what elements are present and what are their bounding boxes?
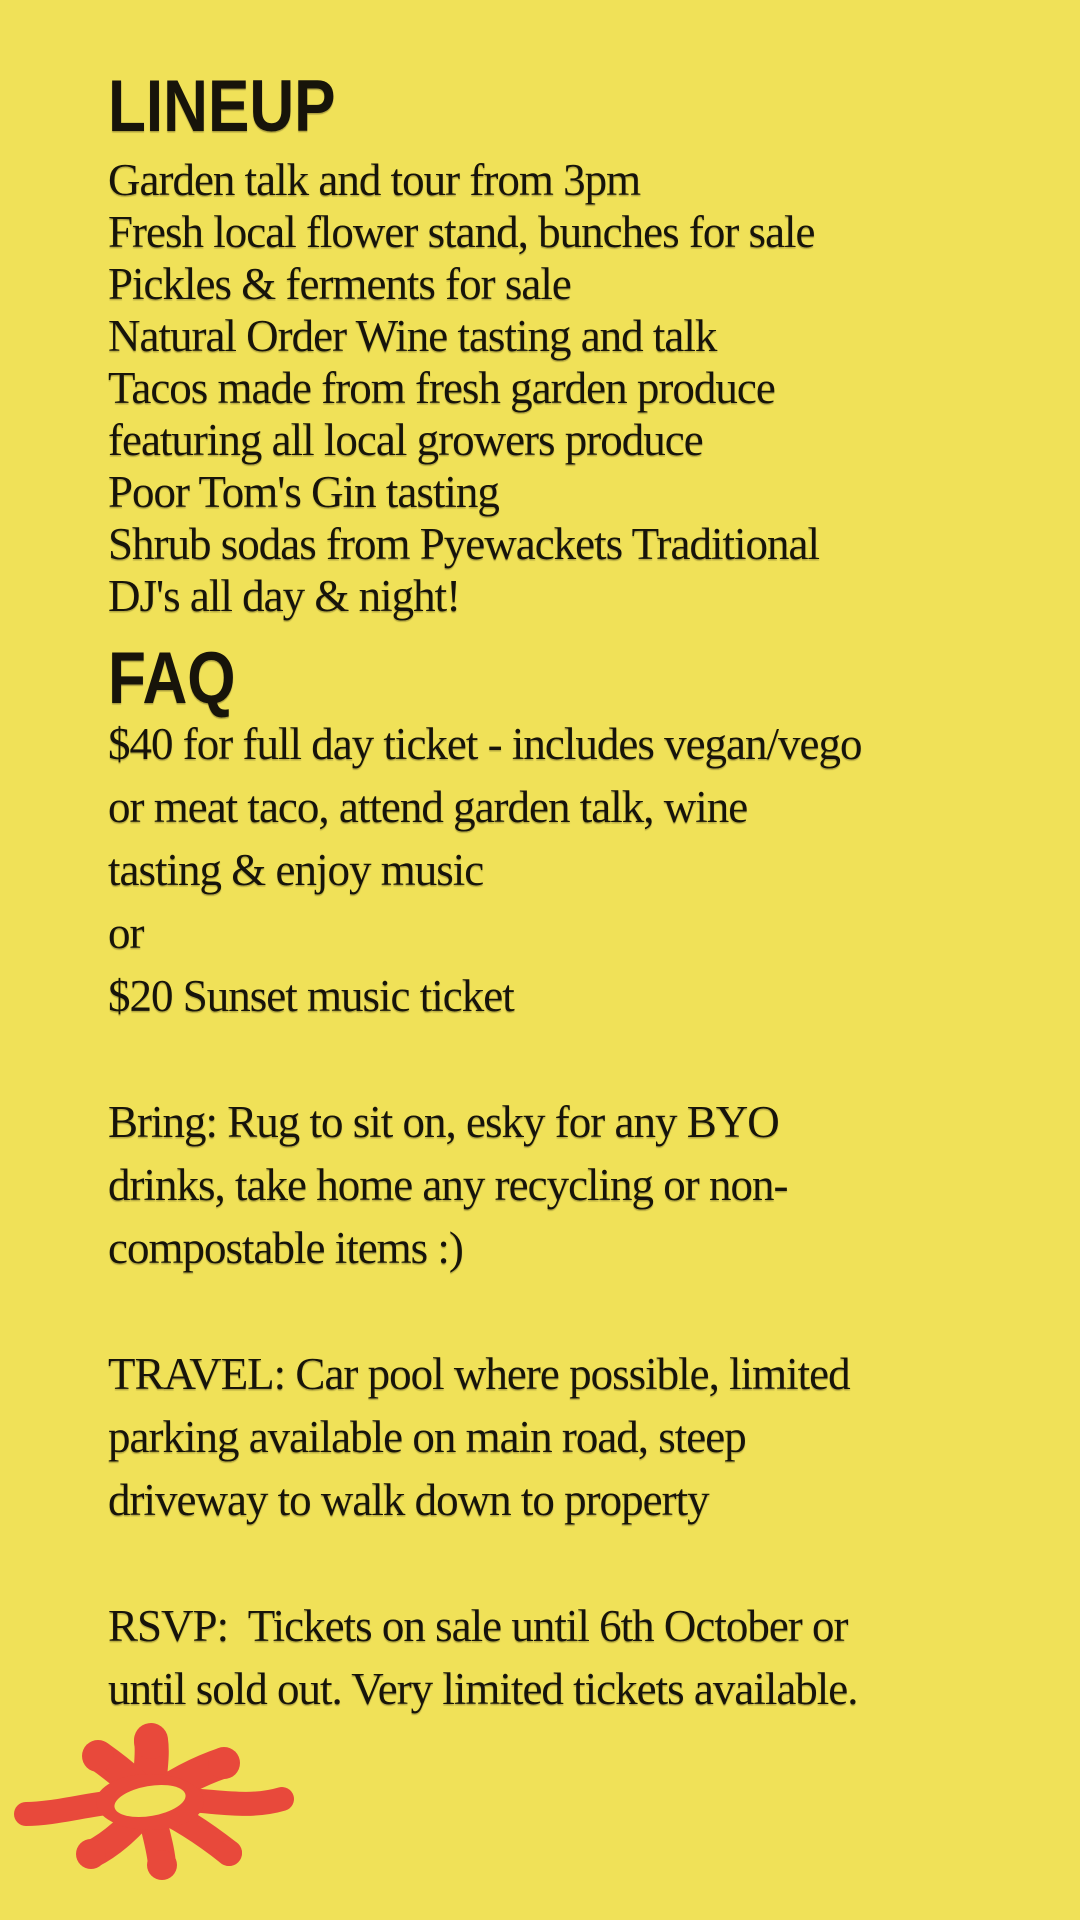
- lineup-list: [108, 154, 1080, 622]
- faq-line: drinks, take home any recycling or non-: [108, 1160, 788, 1210]
- lineup-heading: LINEUP: [108, 66, 336, 147]
- faq-line-blank: [108, 1028, 1080, 1091]
- flower-icon: [0, 1698, 330, 1920]
- lineup-line: Tacos made from fresh garden produce: [108, 363, 775, 413]
- lineup-line: Pickles & ferments for sale: [108, 259, 571, 309]
- faq-heading: FAQ: [108, 638, 236, 719]
- faq-line: $20 Sunset music ticket: [108, 971, 514, 1021]
- lineup-line: Garden talk and tour from 3pm: [108, 155, 641, 205]
- lineup-line: featuring all local growers produce: [108, 415, 703, 465]
- faq-line: or: [108, 908, 144, 958]
- faq-line: or meat taco, attend garden talk, wine: [108, 782, 748, 832]
- faq-line-blank: [108, 1532, 1080, 1595]
- faq-line: tasting & enjoy music: [108, 845, 484, 895]
- faq-line-blank: [108, 1280, 1080, 1343]
- lineup-line: Shrub sodas from Pyewackets Traditional: [108, 519, 819, 569]
- faq-line: Bring: Rug to sit on, esky for any BYO: [108, 1097, 779, 1147]
- lineup-line: DJ's all day & night!: [108, 571, 461, 621]
- faq-line: until sold out. Very limited tickets available.: [108, 1664, 858, 1714]
- faq-line: $40 for full day ticket - includes vegan/vego: [108, 719, 862, 769]
- faq-line: compostable items :): [108, 1223, 463, 1273]
- faq-line: RSVP: Tickets on sale until 6th October or: [108, 1601, 848, 1651]
- lineup-line: Fresh local flower stand, bunches for sale: [108, 207, 815, 257]
- faq-line: parking available on main road, steep: [108, 1412, 746, 1462]
- faq-list: [108, 713, 1080, 1721]
- lineup-line: Poor Tom's Gin tasting: [108, 467, 499, 517]
- faq-line: driveway to walk down to property: [108, 1475, 709, 1525]
- lineup-line: Natural Order Wine tasting and talk: [108, 311, 717, 361]
- faq-line: TRAVEL: Car pool where possible, limited: [108, 1349, 850, 1399]
